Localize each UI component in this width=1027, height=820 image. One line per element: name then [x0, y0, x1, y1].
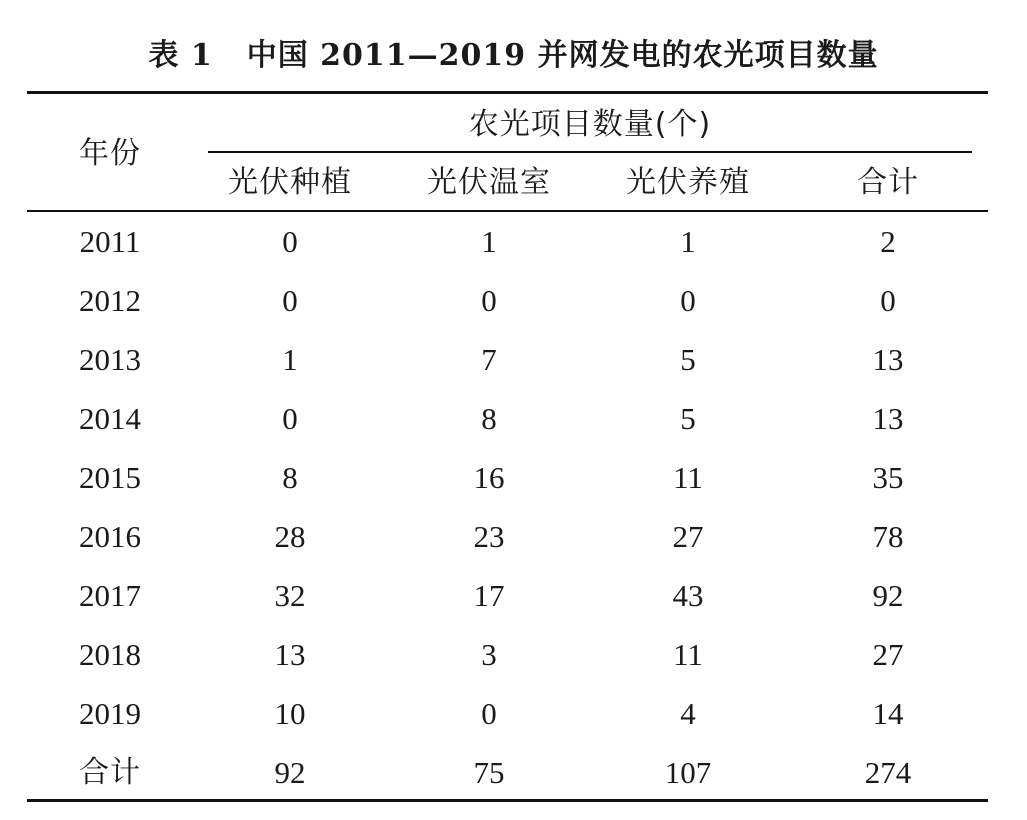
group-underline-rule	[208, 151, 972, 153]
value-cell: 32	[274, 578, 306, 613]
value-cell: 11	[673, 637, 703, 672]
total-row-label: 合计	[79, 755, 141, 790]
table-caption-label: 表 1	[148, 38, 213, 73]
value-cell: 5	[680, 342, 696, 377]
year-cell: 2014	[79, 401, 141, 436]
header-year: 年份	[79, 136, 141, 171]
value-cell: 2	[880, 224, 896, 259]
value-cell: 1	[481, 224, 497, 259]
value-cell: 75	[473, 755, 505, 790]
value-cell: 7	[481, 342, 497, 377]
value-cell: 0	[282, 224, 298, 259]
table-caption	[0, 34, 1027, 78]
value-cell: 0	[481, 696, 497, 731]
value-cell: 13	[872, 342, 904, 377]
value-cell: 35	[872, 460, 904, 495]
value-cell: 0	[282, 401, 298, 436]
year-cell: 2015	[79, 460, 141, 495]
value-cell: 17	[473, 578, 505, 613]
header-rule	[27, 210, 988, 212]
header-col-planting: 光伏种植	[228, 165, 352, 200]
value-cell: 274	[864, 755, 912, 790]
header-col-greenhouse: 光伏温室	[427, 165, 551, 200]
table-caption-title: 中国 2011—2019 并网发电的农光项目数量	[246, 38, 879, 73]
value-cell: 92	[872, 578, 904, 613]
value-cell: 0	[481, 283, 497, 318]
value-cell: 16	[473, 460, 505, 495]
year-cell: 2012	[79, 283, 141, 318]
header-col-breeding: 光伏养殖	[626, 165, 750, 200]
value-cell: 8	[481, 401, 497, 436]
value-cell: 0	[680, 283, 696, 318]
value-cell: 78	[872, 519, 904, 554]
bottom-rule	[27, 799, 988, 802]
value-cell: 0	[880, 283, 896, 318]
value-cell: 14	[872, 696, 904, 731]
year-cell: 2019	[79, 696, 141, 731]
value-cell: 43	[672, 578, 704, 613]
top-rule	[27, 91, 988, 94]
year-cell: 2017	[79, 578, 141, 613]
value-cell: 92	[274, 755, 306, 790]
value-cell: 27	[672, 519, 704, 554]
value-cell: 10	[274, 696, 306, 731]
value-cell: 27	[872, 637, 904, 672]
value-cell: 28	[274, 519, 306, 554]
value-cell: 5	[680, 401, 696, 436]
value-cell: 11	[673, 460, 703, 495]
value-cell: 107	[664, 755, 712, 790]
value-cell: 1	[680, 224, 696, 259]
year-cell: 2018	[79, 637, 141, 672]
value-cell: 23	[473, 519, 505, 554]
value-cell: 8	[282, 460, 298, 495]
value-cell: 4	[680, 696, 696, 731]
value-cell: 1	[282, 342, 298, 377]
value-cell: 13	[872, 401, 904, 436]
value-cell: 0	[282, 283, 298, 318]
value-cell: 3	[481, 637, 497, 672]
value-cell: 13	[274, 637, 306, 672]
header-col-total: 合计	[857, 165, 919, 200]
year-cell: 2016	[79, 519, 141, 554]
year-cell: 2013	[79, 342, 141, 377]
header-group: 农光项目数量(个)	[468, 107, 712, 142]
year-cell: 2011	[79, 224, 141, 259]
